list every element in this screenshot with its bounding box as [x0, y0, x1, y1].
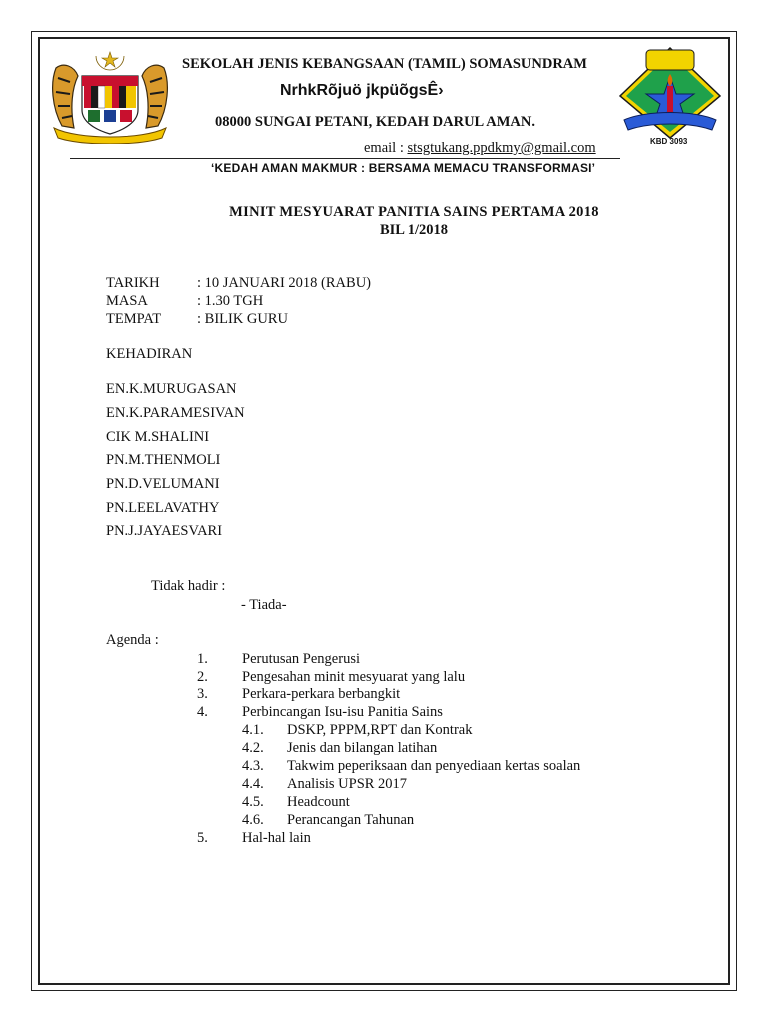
agenda-item-number: 4.	[197, 704, 208, 720]
attendee-name: EN.K.MURUGASAN	[106, 381, 237, 397]
detail-value: : 1.30 TGH	[197, 293, 264, 309]
motto: ‘KEDAH AMAN MAKMUR : BERSAMA MEMACU TRANSFORMASI’	[211, 161, 596, 175]
school-crest-logo	[616, 46, 724, 142]
agenda-item-text: Perbincangan Isu-isu Panitia Sains	[242, 704, 443, 720]
detail-value: : BILIK GURU	[197, 311, 289, 327]
detail-value: : 10 JANUARI 2018 (RABU)	[197, 275, 371, 291]
attendee-name: PN.J.JAYAESVARI	[106, 523, 223, 539]
agenda-subitem-number: 4.6.	[242, 812, 264, 828]
agenda-subitem-text: Takwim peperiksaan dan penyediaan kertas soalan	[287, 758, 581, 774]
agenda-subitem-text: Analisis UPSR 2017	[287, 776, 408, 792]
agenda-item-number: 2.	[197, 669, 208, 685]
agenda-item-text: Pengesahan minit mesyuarat yang lalu	[242, 669, 466, 685]
header-rule	[70, 158, 620, 159]
agenda-subitem-number: 4.2.	[242, 740, 264, 756]
attendee-name: EN.K.PARAMESIVAN	[106, 405, 245, 421]
attendee-name: PN.D.VELUMANI	[106, 476, 220, 492]
agenda-subitem-text: Headcount	[287, 794, 350, 810]
agenda-subitem-text: Jenis dan bilangan latihan	[287, 740, 438, 756]
school-name: SEKOLAH JENIS KEBANGSAAN (TAMIL) SOMASUNDRAM	[182, 56, 587, 72]
school-address: 08000 SUNGAI PETANI, KEDAH DARUL AMAN.	[215, 114, 535, 130]
coat-of-arms-logo	[48, 48, 172, 144]
agenda-label: Agenda :	[106, 632, 159, 648]
email-line	[364, 140, 596, 157]
detail-label: MASA	[106, 293, 148, 309]
detail-label: TARIKH	[106, 275, 160, 291]
agenda-subitem-text: DSKP, PPPM,RPT dan Kontrak	[287, 722, 473, 738]
agenda-item-number: 5.	[197, 830, 208, 846]
attendee-name: PN.LEELAVATHY	[106, 500, 220, 516]
agenda-item-text: Perutusan Pengerusi	[242, 651, 360, 667]
document-title: MINIT MESYUARAT PANITIA SAINS PERTAMA 2018	[229, 204, 599, 220]
agenda-subitem-text: Perancangan Tahunan	[287, 812, 415, 828]
agenda-subitem-number: 4.5.	[242, 794, 264, 810]
agenda-item-text: Hal-hal lain	[242, 830, 311, 846]
detail-label: TEMPAT	[106, 311, 162, 327]
agenda-subitem-number: 4.4.	[242, 776, 264, 792]
school-name-tamil: NrhkRõjuö jkpüõgsÊ›	[280, 82, 444, 99]
attendee-name: CIK M.SHALINI	[106, 429, 210, 445]
agenda-subitem-number: 4.3.	[242, 758, 264, 774]
absent-label: Tidak hadir :	[151, 578, 226, 594]
document-subtitle: BIL 1/2018	[379, 222, 449, 238]
agenda-item-number: 1.	[197, 651, 208, 667]
attendance-heading: KEHADIRAN	[106, 346, 193, 362]
school-code: KBD 3093	[650, 137, 688, 146]
email-label: email :	[364, 140, 408, 156]
absent-value: - Tiada-	[241, 597, 287, 613]
agenda-item-number: 3.	[197, 686, 208, 702]
attendee-name: PN.M.THENMOLI	[106, 452, 221, 468]
email-link[interactable]: stsgtukang.ppdkmy@gmail.com	[407, 140, 596, 156]
agenda-item-text: Perkara-perkara berbangkit	[242, 686, 401, 702]
agenda-subitem-number: 4.1.	[242, 722, 264, 738]
